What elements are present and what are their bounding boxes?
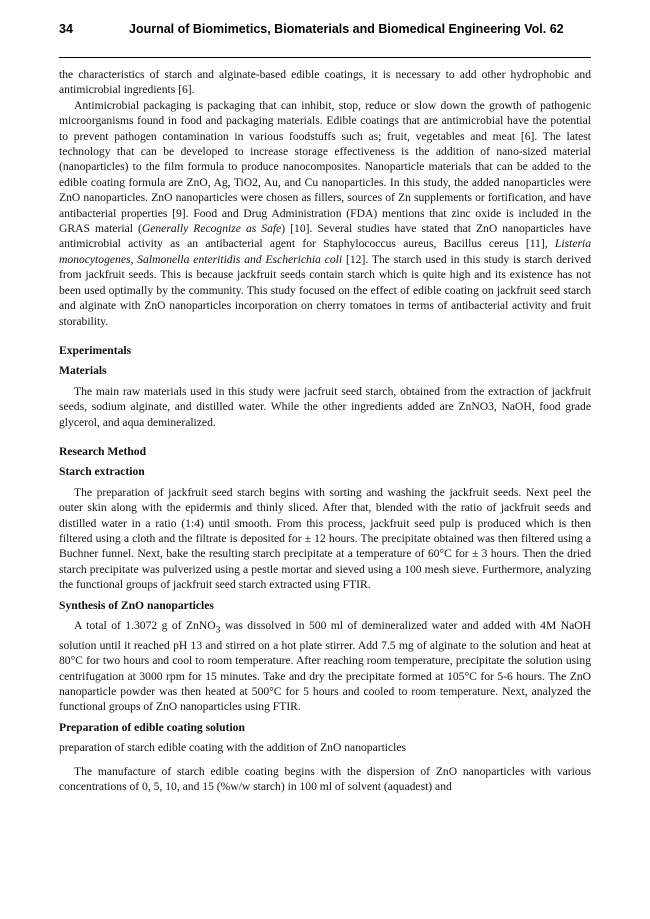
article-body (59, 67, 591, 794)
heading-materials: Materials (59, 364, 107, 378)
paragraph-preparation-subtitle: preparation of starch edible coating with the addition of ZnO nanoparticles (59, 741, 407, 755)
heading-synthesis-zno: Synthesis of ZnO nanoparticles (59, 598, 214, 612)
paragraph-antimicrobial: Antimicrobial packaging is packaging that can inhibit, stop, reduce or slow down the growth of pathogenic microorganisms found in food and packaging materials. Edible coatings that are antimicrobial have the potential to prevent pathogen contamination in various foodstuffs such as; fruit, vegetables and meat [6]. The latest technology that can be developed to increase storage effectiveness is the addition of nano-sized material (nanoparticles) to the film formula to produce nanocomposites. Nanoparticle materials that can be added to the edible coating formula are ZnO, Ag, TiO2, Au, and Cu nanoparticles. In this study, the added nanoparticles were ZnO nanoparticles. ZnO nanoparticles were chosen as fillers, sources of Zn supplements or fortification, and have antibacterial properties [9]. Food and Drug Administration (FDA) mentions that zinc oxide is included in the GRAS material (Generally Recognize as Safe) [10]. Several studies have stated that ZnO nanoparticles have antimicrobial activity as an antibacterial agent for Staphylococcus aureus, Bacillus cereus [11], Listeria monocytogenes, Salmonella enteritidis and Escherichia coli [12]. The starch used in this study is starch derived from jackfruit seeds. This is because jackfruit seeds contain starch which is quite high and its existence has not been used optimally by the community. This study focused on the effect of edible coating on jackfruit seed starch and alginate with ZnO nanoparticles incorporation on cherry tomatoes in terms of antibacterial activity and fruit storability. (59, 98, 591, 328)
heading-research-method: Research Method (59, 444, 147, 458)
paragraph-materials: The main raw materials used in this study were jacfruit seed starch, obtained from the extraction of jackfruit seeds, sodium alginate, and distilled water. While the other ingredients added are ZnNO3, NaOH, food grade glycerol, and aqua demineralized. (59, 384, 591, 429)
paragraph-manufacture: The manufacture of starch edible coating begins with the dispersion of ZnO nanoparticles with various concentrations of 0, 5, 10, and 15 (%w/w starch) in 100 ml of solvent (aquadest) and (59, 764, 591, 793)
header-rule (59, 57, 591, 58)
heading-preparation: Preparation of edible coating solution (59, 720, 245, 734)
heading-experimentals: Experimentals (59, 343, 132, 357)
page-header (59, 22, 591, 42)
paragraph-intro-end: the characteristics of starch and alginate-based edible coatings, it is necessary to add other hydrophobic and antimicrobial ingredients [6]. (59, 68, 591, 97)
page-number: 34 (59, 22, 73, 36)
bacteria-species: Listeria monocytogenes, Salmonella enteritidis and Escherichia coli (59, 237, 591, 266)
journal-title: Journal of Biomimetics, Biomaterials and Biomedical Engineering Vol. 62 (129, 22, 564, 36)
paragraph-starch-extraction: The preparation of jackfruit seed starch begins with sorting and washing the jackfruit seeds. Next peel the outer skin along with the epidermis and thinly sliced. After that, blended with the ratio of jackfruit seeds and distilled water in a ratio (1:4) until smooth. From this process, jackfruit seed pulp is produced which is then filtered using a cloth and the filtrate is deposited for ± 12 hours. The precipitate obtained was then filtered using a Buchner funnel. Next, bake the resulting starch precipitate at a temperature of 60°C for ± 3 hours. Then the dried starch precipitate was pulverized using a pestle mortar and sieved using a 100 mesh sieve. Furthermore, analyzing the functional groups of jackfruit seed starch extracted using FTIR. (59, 485, 591, 592)
paragraph-synthesis: A total of 1.3072 g of ZnNO$_3$ was dissolved in 500 ml of demineralized water and added with 4M NaOH solution until it reached pH 13 and stirred on a hot plate stirrer. Add 7.5 mg of alginate to the solution and heat at 80°C for two hours and cool to room temperature. After reaching room temperature, precipitate the solution using centrifugation at 3000 rpm for 15 minutes. Take and dry the precipitate formed at 105°C for 5-6 hours. The ZnO nanoparticle powder was then heated at 500°C for 5 hours and cooled to room temperature. Next, analyzed the functional groups of ZnO nanoparticles using FTIR. (59, 619, 591, 714)
heading-starch-extraction: Starch extraction (59, 465, 145, 479)
gras-term: Generally Recognize as Safe (141, 222, 282, 236)
